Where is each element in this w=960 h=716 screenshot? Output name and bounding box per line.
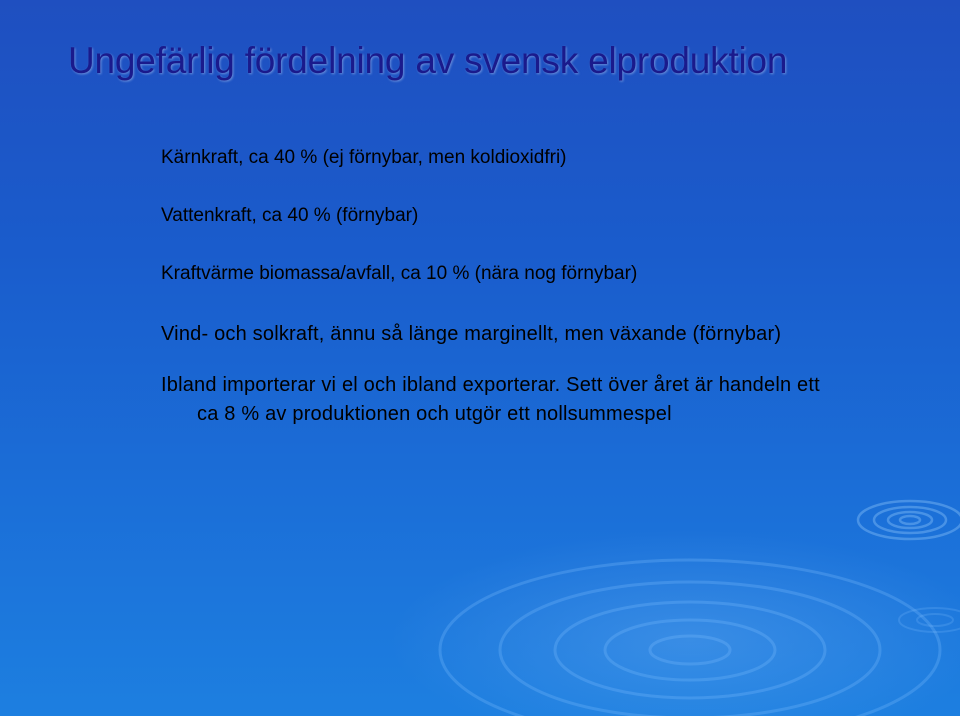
bullet-item: Vattenkraft, ca 40 % (förnybar)	[161, 205, 419, 226]
bullet-item: Kärnkraft, ca 40 % (ej förnybar, men koldioxidfri)	[161, 147, 567, 168]
slide-title: Ungefärlig fördelning av svensk elproduktion	[68, 40, 788, 81]
bullet-item: Ibland importerar vi el och ibland exporterar. Sett över året är handeln ett ca 8 % av produktionen och utgör ett nollsummespel	[161, 374, 820, 425]
bullet-item: Vind- och solkraft, ännu så länge marginellt, men växande (förnybar)	[161, 323, 782, 345]
bullet-list	[161, 146, 841, 429]
bullet-item: Kraftvärme biomassa/avfall, ca 10 % (nära nog förnybar)	[161, 263, 638, 284]
